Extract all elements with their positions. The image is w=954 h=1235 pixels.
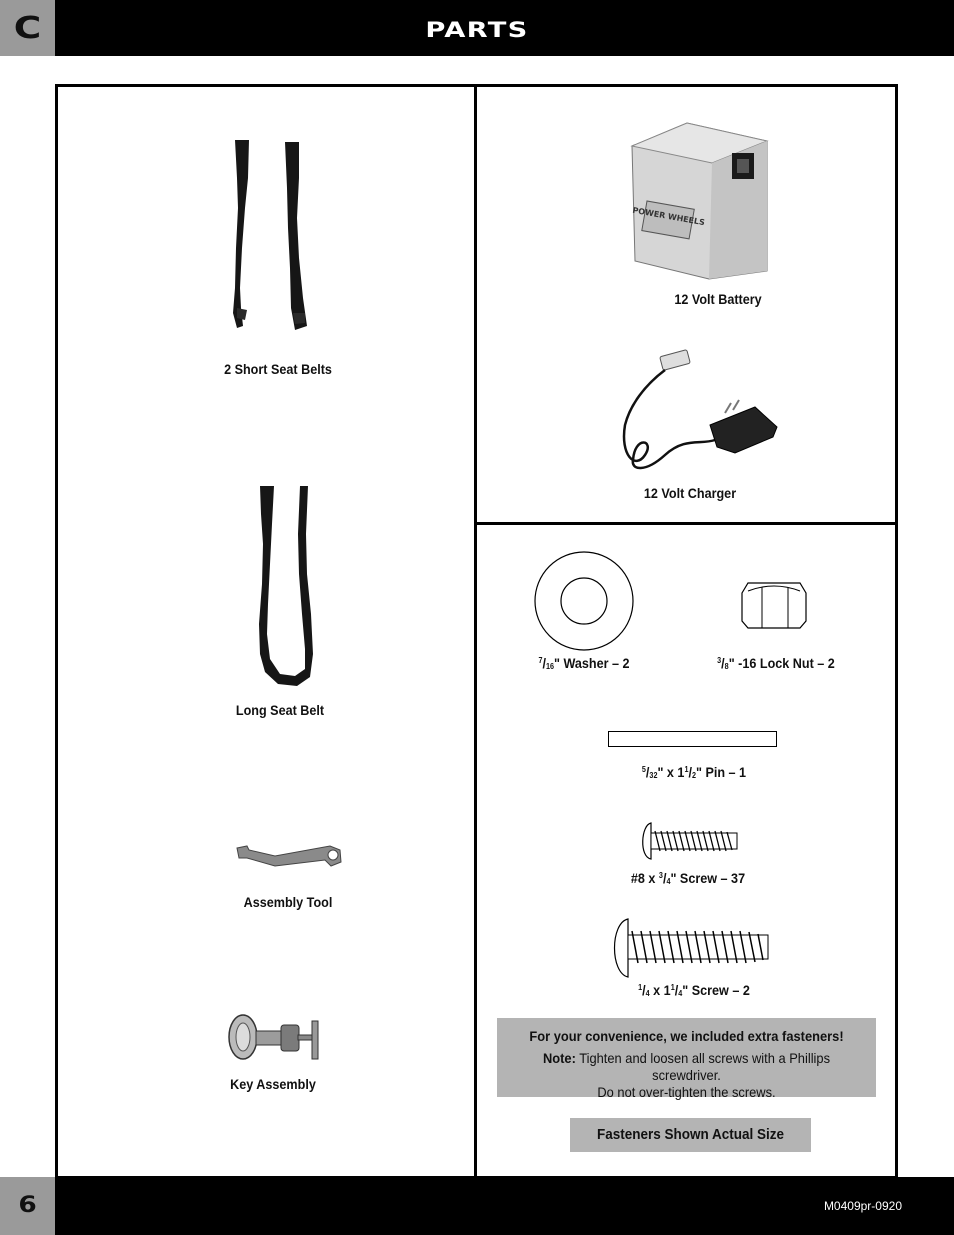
page-title: PARTS — [425, 18, 529, 42]
lock-nut-label: $^3/_8$" -16 Lock Nut – 2 — [717, 655, 835, 671]
key-assembly-image — [226, 1013, 326, 1065]
washer-image — [532, 550, 636, 654]
charger-label: 12 Volt Charger — [643, 485, 737, 501]
pin-image — [608, 731, 777, 747]
battery-label: 12 Volt Battery — [674, 291, 762, 307]
long-seat-belt-label: Long Seat Belt — [235, 702, 325, 718]
page-number: 6 — [18, 1193, 37, 1218]
section-letter: C — [13, 11, 42, 46]
battery-brand-logo: POWER WHEELS — [631, 205, 706, 228]
actual-size-label: Fasteners Shown Actual Size — [596, 1126, 785, 1143]
note-line-1: Tighten and loosen all screws with a Phillips screwdriver. — [575, 1050, 831, 1083]
large-screw-label: $^1/_4$ x $1^1/_4$" Screw – 2 — [638, 982, 750, 998]
fastener-note-headline: For your convenience, we included extra fasteners! — [529, 1028, 844, 1044]
note-line-2: Do not over-tighten the screws. — [597, 1084, 776, 1100]
small-screw-label: #8 x $^3/_4$" Screw – 37 — [630, 870, 746, 886]
small-screw-image — [637, 821, 742, 861]
lock-nut-image — [740, 579, 810, 631]
key-assembly-label: Key Assembly — [230, 1076, 316, 1092]
washer-label: $^7/_{16}$" Washer – 2 — [538, 655, 630, 671]
fastener-note-body — [512, 1050, 861, 1101]
document-code: M0409pr-0920 — [823, 1199, 902, 1213]
charger-image — [605, 345, 780, 475]
battery-image — [627, 121, 772, 281]
assembly-tool-image — [235, 838, 345, 873]
note-label: Note: — [542, 1050, 576, 1066]
short-seat-belts-label: 2 Short Seat Belts — [224, 361, 332, 377]
pin-label: $^5/_{32}$" x $1^1/_2$" Pin – 1 — [641, 764, 747, 780]
long-seat-belt-image — [250, 484, 325, 694]
large-screw-image — [608, 917, 773, 979]
short-seat-belts-image — [225, 138, 325, 338]
assembly-tool-label: Assembly Tool — [243, 894, 333, 910]
footer-bar — [55, 1177, 954, 1235]
